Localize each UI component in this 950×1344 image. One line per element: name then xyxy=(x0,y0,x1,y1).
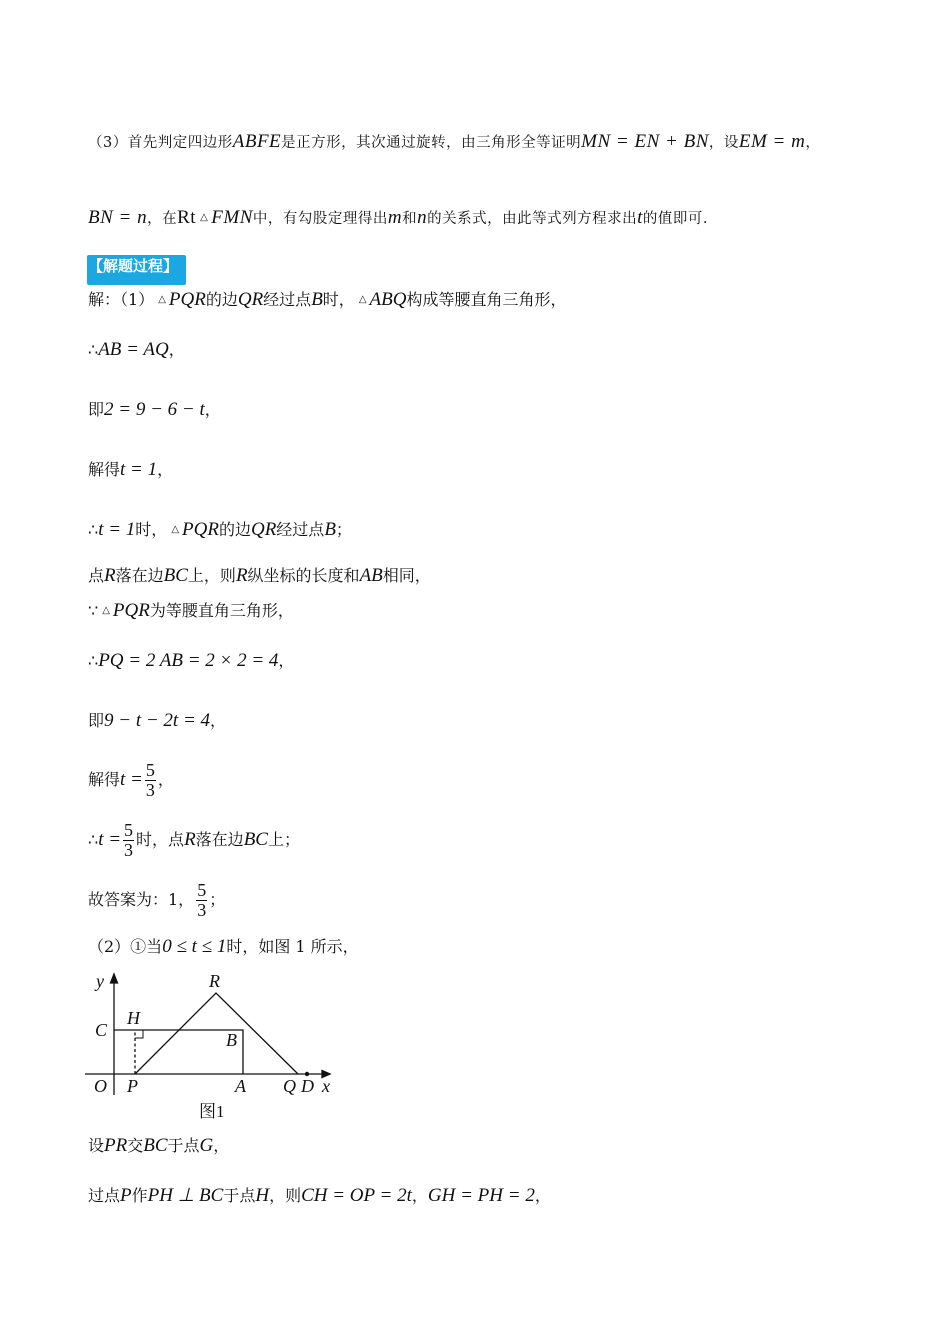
denominator: 3 xyxy=(124,840,134,860)
text: 为等腰直角三角形， xyxy=(149,601,294,620)
text: 于点 xyxy=(167,1136,200,1155)
math: BC xyxy=(243,829,268,850)
solution-line-1 xyxy=(88,290,566,310)
math: ABFE xyxy=(232,131,282,152)
text: 经过点 xyxy=(276,520,325,539)
figure-caption: 图1 xyxy=(199,1102,225,1121)
math: 9 − t − 2t = 4 xyxy=(104,710,211,731)
math: ABQ xyxy=(369,289,407,310)
math: t = 1 xyxy=(98,519,136,540)
text: ， xyxy=(168,340,185,359)
text: ，在 xyxy=(147,211,178,227)
text: 交 xyxy=(127,1136,144,1155)
triangle-icon: △ xyxy=(200,212,209,223)
text: ，则 xyxy=(269,1186,302,1205)
math: AB xyxy=(359,565,383,586)
math: PR xyxy=(104,1135,128,1156)
because-symbol: ∵ xyxy=(88,601,99,620)
text: 落在边 xyxy=(195,830,244,849)
text: 点 xyxy=(88,566,105,585)
math: 0 ≤ t ≤ 1 xyxy=(162,936,227,957)
math: BN = n xyxy=(88,207,148,228)
triangle-icon: △ xyxy=(171,524,180,535)
therefore-symbol: ∴ xyxy=(88,651,99,670)
math: EM = m xyxy=(738,131,806,152)
label-b: B xyxy=(226,1030,237,1050)
text: 解：（1） xyxy=(88,290,155,309)
text: 的边 xyxy=(218,520,251,539)
solution-line-3 xyxy=(88,400,221,420)
math: PQR xyxy=(168,289,206,310)
text: 相同， xyxy=(382,566,431,585)
text: 时，如图 1 所示， xyxy=(226,937,359,956)
label-a: A xyxy=(235,1076,246,1096)
triangle-icon: △ xyxy=(158,294,166,305)
rectangle-oabc xyxy=(114,1030,243,1074)
text: 经过点 xyxy=(263,290,312,309)
text: ， xyxy=(805,135,821,151)
solution-line-13 xyxy=(88,937,359,957)
label-r: R xyxy=(209,971,220,991)
text: 纵坐标的长度和 xyxy=(247,566,360,585)
math: BC xyxy=(143,1135,168,1156)
fraction xyxy=(123,821,134,860)
label-h: H xyxy=(127,1008,140,1028)
math: BC xyxy=(163,565,188,586)
numerator: 5 xyxy=(145,760,155,780)
text: ，设 xyxy=(708,135,739,151)
math: PQ = 2 AB = 2 × 2 = 4 xyxy=(98,650,279,671)
math: R xyxy=(184,829,196,850)
denominator: 3 xyxy=(145,780,155,800)
numerator: 5 xyxy=(124,820,134,840)
text: 的边 xyxy=(205,290,238,309)
text: 和 xyxy=(402,211,418,227)
math: PQR xyxy=(182,519,219,540)
text: 中，有勾股定理得出 xyxy=(252,211,388,227)
text: 时， xyxy=(322,290,355,309)
label-d: D xyxy=(301,1076,314,1096)
math: P xyxy=(120,1185,132,1206)
text: 于点 xyxy=(223,1186,256,1205)
hint-line-2 xyxy=(88,208,708,229)
math: B xyxy=(324,519,336,540)
solution-line-8 xyxy=(88,651,294,671)
y-axis-arrow-icon xyxy=(111,974,118,983)
text: 的关系式，由此等式列方程求出 xyxy=(427,211,638,227)
text: 解得 xyxy=(88,770,121,789)
text: 时，点 xyxy=(136,830,185,849)
triangle-icon: △ xyxy=(358,294,367,305)
math: Rt xyxy=(177,207,197,228)
text: 即 xyxy=(88,711,105,730)
text: 上； xyxy=(267,830,300,849)
figure-1 xyxy=(85,962,345,1127)
solution-line-6 xyxy=(88,566,431,586)
text: ， xyxy=(210,711,227,730)
math: PH ⊥ BC xyxy=(147,1185,224,1206)
solution-line-2 xyxy=(88,340,185,360)
math: G xyxy=(199,1135,214,1156)
text: ， xyxy=(204,400,221,419)
math: n xyxy=(417,207,428,228)
text: 落在边 xyxy=(115,566,164,585)
therefore-symbol: ∴ xyxy=(88,520,99,539)
therefore-symbol: ∴ xyxy=(88,340,99,359)
fraction xyxy=(196,881,207,920)
math: H xyxy=(255,1185,270,1206)
label-q: Q xyxy=(283,1076,296,1096)
text: （2）①当 xyxy=(88,937,163,956)
math: AB = AQ xyxy=(98,339,169,360)
math: R xyxy=(104,565,116,586)
therefore-symbol: ∴ xyxy=(88,830,99,849)
text: 即 xyxy=(88,400,105,419)
math: t = 1 xyxy=(120,459,158,480)
math: R xyxy=(235,565,248,586)
text: 设 xyxy=(88,1136,105,1155)
solution-line-11 xyxy=(88,820,300,860)
math: MN = EN + BN xyxy=(581,131,709,152)
solution-line-10 xyxy=(88,760,174,800)
text: 构成等腰直角三角形， xyxy=(406,290,567,309)
solution-line-14 xyxy=(88,1136,229,1156)
text: 是正方形，其次通过旋转，由三角形全等证明 xyxy=(281,135,582,151)
section-badge: 【解题过程】 xyxy=(87,255,186,285)
math: m xyxy=(387,207,403,228)
right-angle-icon xyxy=(135,1030,143,1038)
text: ， xyxy=(157,770,174,789)
text: ， xyxy=(213,1136,230,1155)
text: ， xyxy=(411,1186,428,1205)
label-x: x xyxy=(322,1076,330,1096)
math: 2 = 9 − 6 − t xyxy=(104,399,205,420)
math: QR xyxy=(237,289,264,310)
text: 解得 xyxy=(88,460,121,479)
solution-line-9 xyxy=(88,711,226,731)
math: B xyxy=(311,289,323,310)
text: ； xyxy=(335,520,352,539)
math: t = xyxy=(98,829,122,850)
text: ， xyxy=(534,1186,551,1205)
fraction xyxy=(145,761,156,800)
label-c: C xyxy=(95,1020,108,1040)
text: 时， xyxy=(135,520,168,539)
math: t xyxy=(637,207,643,228)
solution-line-15 xyxy=(88,1186,551,1206)
text: 上，则 xyxy=(187,566,236,585)
math: t = xyxy=(120,769,143,790)
numerator: 5 xyxy=(197,880,207,900)
triangle-icon: △ xyxy=(102,605,110,616)
label-p: P xyxy=(127,1076,138,1096)
math: QR xyxy=(250,519,277,540)
math: GH = PH = 2 xyxy=(427,1185,535,1206)
math: PQR xyxy=(112,600,150,621)
text: 作 xyxy=(131,1186,148,1205)
denominator: 3 xyxy=(197,900,207,920)
text: 故答案为：1， xyxy=(88,890,195,909)
text: ； xyxy=(209,890,226,909)
solution-line-5 xyxy=(88,520,352,540)
hint-line-1 xyxy=(88,132,820,153)
math: CH = OP = 2t xyxy=(301,1185,412,1206)
solution-line-12 xyxy=(88,880,225,920)
text: ， xyxy=(157,460,174,479)
text: 过点 xyxy=(88,1186,121,1205)
math: FMN xyxy=(211,207,253,228)
triangle-pqr xyxy=(135,993,298,1074)
text: （3）首先判定四边形 xyxy=(88,135,233,151)
solution-line-7 xyxy=(88,601,294,621)
label-o: O xyxy=(94,1076,107,1096)
text: ， xyxy=(278,651,295,670)
label-y: y xyxy=(96,971,104,991)
solution-line-4 xyxy=(88,460,173,480)
text: 的值即可. xyxy=(642,211,708,227)
